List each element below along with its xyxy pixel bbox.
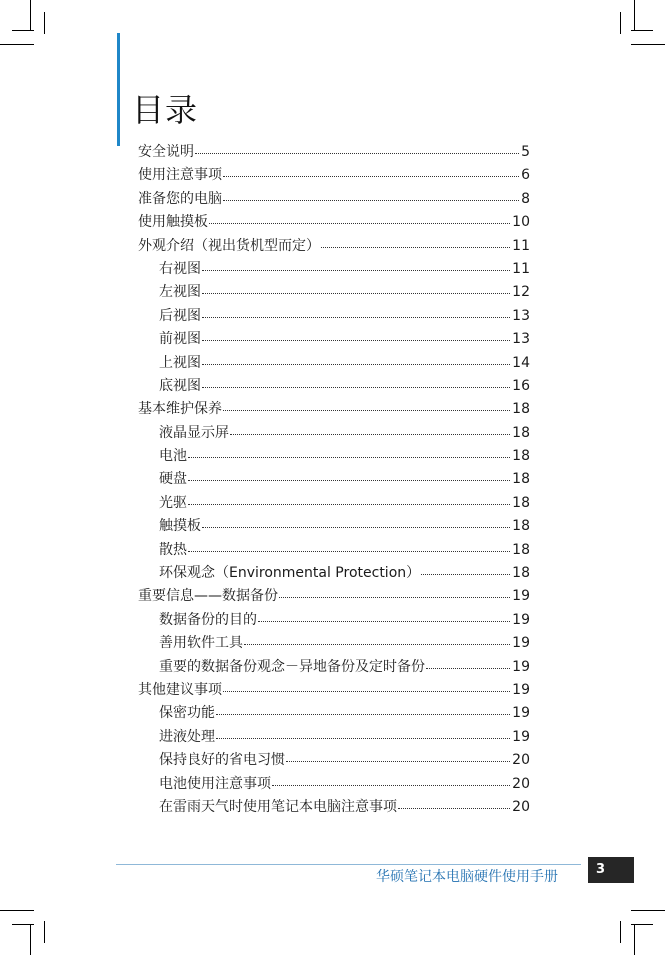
toc-subentry[interactable]: [138, 539, 530, 562]
toc-entry-page-number: 19: [512, 705, 530, 722]
toc-entry-page-number: 11: [512, 237, 530, 254]
table-of-contents: [138, 141, 530, 819]
toc-subentry[interactable]: [138, 352, 530, 375]
toc-dot-leader: [202, 292, 510, 294]
toc-entry-label: 安全说明: [138, 144, 194, 160]
toc-dot-leader: [202, 526, 510, 528]
toc-subentry[interactable]: [138, 796, 530, 819]
toc-entry[interactable]: [138, 141, 530, 164]
toc-entry-label: 进液处理: [159, 728, 215, 745]
toc-entry-page-number: 18: [512, 541, 530, 558]
toc-dot-leader: [258, 620, 510, 622]
toc-entry-label: 环保观念（Environmental Protection）: [159, 565, 421, 582]
toc-entry-page-number: 5: [521, 144, 530, 160]
toc-entry-label: 保持良好的省电习惯: [159, 752, 285, 769]
toc-entry[interactable]: [138, 164, 530, 187]
toc-subentry[interactable]: [138, 375, 530, 398]
toc-entry-page-number: 19: [512, 681, 530, 698]
toc-entry-label: 使用触摸板: [138, 214, 208, 231]
toc-dot-leader: [202, 339, 510, 341]
toc-entry-label: 在雷雨天气时使用笔记本电脑注意事项: [159, 798, 397, 815]
toc-subentry[interactable]: [138, 773, 530, 796]
toc-dot-leader: [216, 737, 510, 739]
toc-entry-label: 其他建议事项: [138, 681, 222, 698]
toc-dot-leader: [244, 643, 510, 645]
toc-subentry[interactable]: [138, 726, 530, 749]
toc-entry-page-number: 18: [512, 494, 530, 511]
toc-entry[interactable]: [138, 585, 530, 608]
toc-entry-label: 重要的数据备份观念－异地备份及定时备份: [159, 658, 425, 675]
toc-entry[interactable]: [138, 235, 530, 258]
toc-dot-leader: [286, 760, 510, 762]
toc-subentry[interactable]: [138, 492, 530, 515]
toc-entry-page-number: 19: [512, 728, 530, 745]
toc-entry-page-number: 19: [512, 658, 530, 675]
toc-entry-label: 底视图: [159, 377, 201, 394]
toc-dot-leader: [230, 433, 510, 435]
footer-divider: [116, 864, 581, 865]
toc-entry-page-number: 18: [512, 471, 530, 488]
toc-entry-page-number: 18: [512, 401, 530, 418]
toc-entry-label: 善用软件工具: [159, 635, 243, 652]
toc-entry-label: 后视图: [159, 307, 201, 324]
toc-entry-label: 散热: [159, 541, 187, 558]
toc-entry-page-number: 16: [512, 377, 530, 394]
toc-entry-label: 使用注意事项: [138, 167, 222, 184]
toc-entry-label: 左视图: [159, 284, 201, 301]
toc-entry[interactable]: [138, 211, 530, 234]
toc-subentry[interactable]: [138, 515, 530, 538]
toc-entry-label: 光驱: [159, 494, 187, 511]
toc-dot-leader: [216, 713, 510, 715]
toc-subentry[interactable]: [138, 562, 530, 585]
toc-subentry[interactable]: [138, 258, 530, 281]
toc-subentry[interactable]: [138, 422, 530, 445]
toc-dot-leader: [223, 690, 510, 692]
toc-dot-leader: [279, 596, 510, 598]
page-number-badge: 3: [588, 857, 634, 883]
toc-entry-page-number: 8: [521, 190, 530, 207]
toc-subentry[interactable]: [138, 702, 530, 725]
toc-dot-leader: [195, 152, 519, 154]
toc-entry-page-number: 18: [512, 565, 530, 582]
toc-dot-leader: [188, 456, 510, 458]
toc-entry-label: 液晶显示屏: [159, 424, 229, 441]
toc-subentry[interactable]: [138, 468, 530, 491]
toc-dot-leader: [272, 784, 510, 786]
toc-entry[interactable]: [138, 398, 530, 421]
toc-entry-page-number: 19: [512, 611, 530, 628]
toc-entry-page-number: 18: [512, 424, 530, 441]
toc-dot-leader: [421, 573, 510, 575]
toc-dot-leader: [223, 175, 519, 177]
toc-dot-leader: [202, 386, 510, 388]
toc-entry-label: 基本维护保养: [138, 401, 222, 418]
toc-subentry[interactable]: [138, 749, 530, 772]
toc-dot-leader: [202, 316, 510, 318]
toc-entry-label: 电池: [159, 448, 187, 465]
toc-dot-leader: [426, 667, 510, 669]
toc-subentry[interactable]: [138, 445, 530, 468]
toc-subentry[interactable]: [138, 305, 530, 328]
toc-entry-page-number: 11: [512, 260, 530, 277]
toc-entry-label: 触摸板: [159, 518, 201, 535]
toc-entry-page-number: 13: [512, 307, 530, 324]
toc-entry[interactable]: [138, 679, 530, 702]
toc-entry-page-number: 19: [512, 588, 530, 605]
toc-entry-page-number: 20: [512, 798, 530, 815]
toc-entry-label: 电池使用注意事项: [159, 775, 271, 792]
toc-dot-leader: [188, 550, 510, 552]
toc-entry[interactable]: [138, 188, 530, 211]
toc-entry-page-number: 18: [512, 448, 530, 465]
toc-entry-label: 准备您的电脑: [138, 190, 222, 207]
toc-entry-label: 数据备份的目的: [159, 611, 257, 628]
toc-entry-label: 重要信息——数据备份: [138, 588, 278, 605]
toc-dot-leader: [209, 222, 510, 224]
toc-entry-page-number: 13: [512, 331, 530, 348]
toc-dot-leader: [188, 479, 510, 481]
toc-entry-label: 右视图: [159, 260, 201, 277]
toc-entry-label: 硬盘: [159, 471, 187, 488]
toc-entry-page-number: 6: [521, 167, 530, 184]
toc-dot-leader: [398, 807, 510, 809]
toc-dot-leader: [202, 363, 510, 365]
toc-entry-page-number: 19: [512, 635, 530, 652]
toc-dot-leader: [202, 269, 510, 271]
footer-manual-title: 华硕笔记本电脑硬件使用手册: [376, 869, 558, 885]
toc-entry-page-number: 20: [512, 752, 530, 769]
page-title: 目录: [132, 91, 199, 129]
toc-dot-leader: [321, 246, 510, 248]
toc-subentry[interactable]: [138, 281, 530, 304]
toc-subentry[interactable]: [138, 609, 530, 632]
toc-entry-label: 保密功能: [159, 705, 215, 722]
toc-entry-page-number: 20: [512, 775, 530, 792]
toc-subentry[interactable]: [138, 632, 530, 655]
toc-entry-label: 前视图: [159, 331, 201, 348]
toc-dot-leader: [188, 503, 510, 505]
heading-accent-bar: [117, 33, 120, 146]
toc-entry-page-number: 14: [512, 354, 530, 371]
toc-entry-label: 上视图: [159, 354, 201, 371]
toc-subentry[interactable]: [138, 656, 530, 679]
toc-dot-leader: [223, 199, 519, 201]
toc-subentry[interactable]: [138, 328, 530, 351]
toc-entry-page-number: 10: [512, 214, 530, 231]
toc-entry-page-number: 18: [512, 518, 530, 535]
toc-dot-leader: [223, 409, 510, 411]
toc-entry-label: 外观介绍（视出货机型而定）: [138, 237, 320, 254]
toc-entry-page-number: 12: [512, 284, 530, 301]
